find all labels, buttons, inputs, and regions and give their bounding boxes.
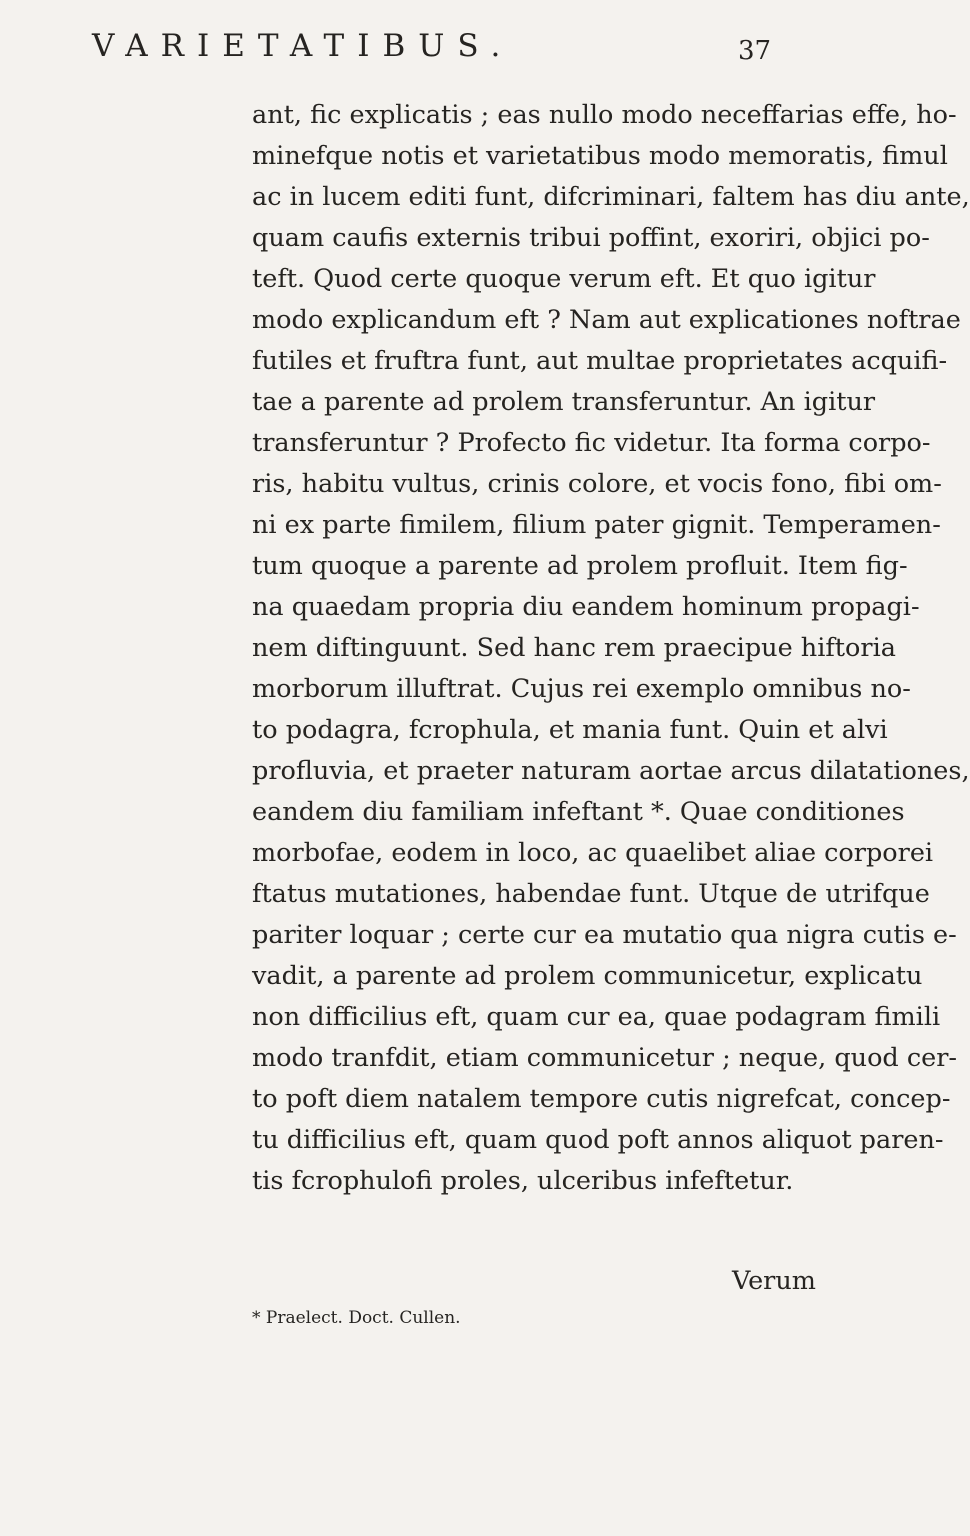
text-line: ant, fic explicatis ; eas nullo modo neceffarias effe, ho-: [252, 100, 957, 130]
text-line: minefque notis et varietatibus modo memoratis, fimul: [252, 141, 948, 171]
text-line: tae a parente ad prolem transferuntur. An igitur: [252, 387, 876, 417]
running-head: VARIETATIBUS.: [92, 28, 514, 64]
footnote: * Praelect. Doct. Cullen.: [252, 1308, 461, 1328]
text-line: modo explicandum eft ? Nam aut explicationes noftrae: [252, 305, 961, 335]
text-line: nem diftinguunt. Sed hanc rem praecipue hiftoria: [252, 633, 896, 663]
text-line: ftatus mutationes, habendae funt. Utque de utrifque: [252, 879, 930, 909]
text-line: modo tranfdit, etiam communicetur ; neque, quod cer-: [252, 1043, 958, 1073]
text-line: quam caufis externis tribui poffint, exoriri, objici po-: [252, 223, 930, 253]
text-line: morbofae, eodem in loco, ac quaelibet aliae corporei: [252, 838, 934, 868]
text-line: na quaedam propria diu eandem hominum propagi-: [252, 592, 920, 622]
text-line: teft. Quod certe quoque verum eft. Et quo igitur: [252, 264, 876, 294]
text-line: ni ex parte fimilem, filium pater gignit. Temperamen-: [252, 510, 941, 540]
text-line: tum quoque a parente ad prolem profluit. Item fig-: [252, 551, 908, 581]
text-line: futiles et fruftra funt, aut multae proprietates acquifi-: [252, 346, 948, 376]
text-line: tu difficilius eft, quam quod poft annos aliquot paren-: [252, 1125, 944, 1155]
text-line: ac in lucem editi funt, difcriminari, faltem has diu ante,: [252, 182, 970, 212]
text-line: ris, habitu vultus, crinis colore, et vocis fono, fibi om-: [252, 469, 942, 499]
text-line: profluvia, et praeter naturam aortae arcus dilatationes,: [252, 756, 970, 786]
text-line-last: tis fcrophulofi proles, ulceribus infeftetur.: [252, 1166, 794, 1196]
text-line: non difficilius eft, quam cur ea, quae podagram fimili: [252, 1002, 941, 1032]
text-line: pariter loquar ; certe cur ea mutatio qua nigra cutis e-: [252, 920, 957, 950]
catchword: Verum: [732, 1266, 816, 1296]
text-line: morborum illuftrat. Cujus rei exemplo omnibus no-: [252, 674, 911, 704]
text-line: to podagra, fcrophula, et mania funt. Quin et alvi: [252, 715, 888, 745]
page-number: 37: [738, 36, 772, 66]
text-line: vadit, a parente ad prolem communicetur, explicatu: [252, 961, 923, 991]
text-line: eandem diu familiam infeftant *. Quae conditiones: [252, 797, 905, 827]
text-line: to poft diem natalem tempore cutis nigrefcat, concep-: [252, 1084, 951, 1114]
text-line: transferuntur ? Profecto fic videtur. Ita forma corpo-: [252, 428, 931, 458]
